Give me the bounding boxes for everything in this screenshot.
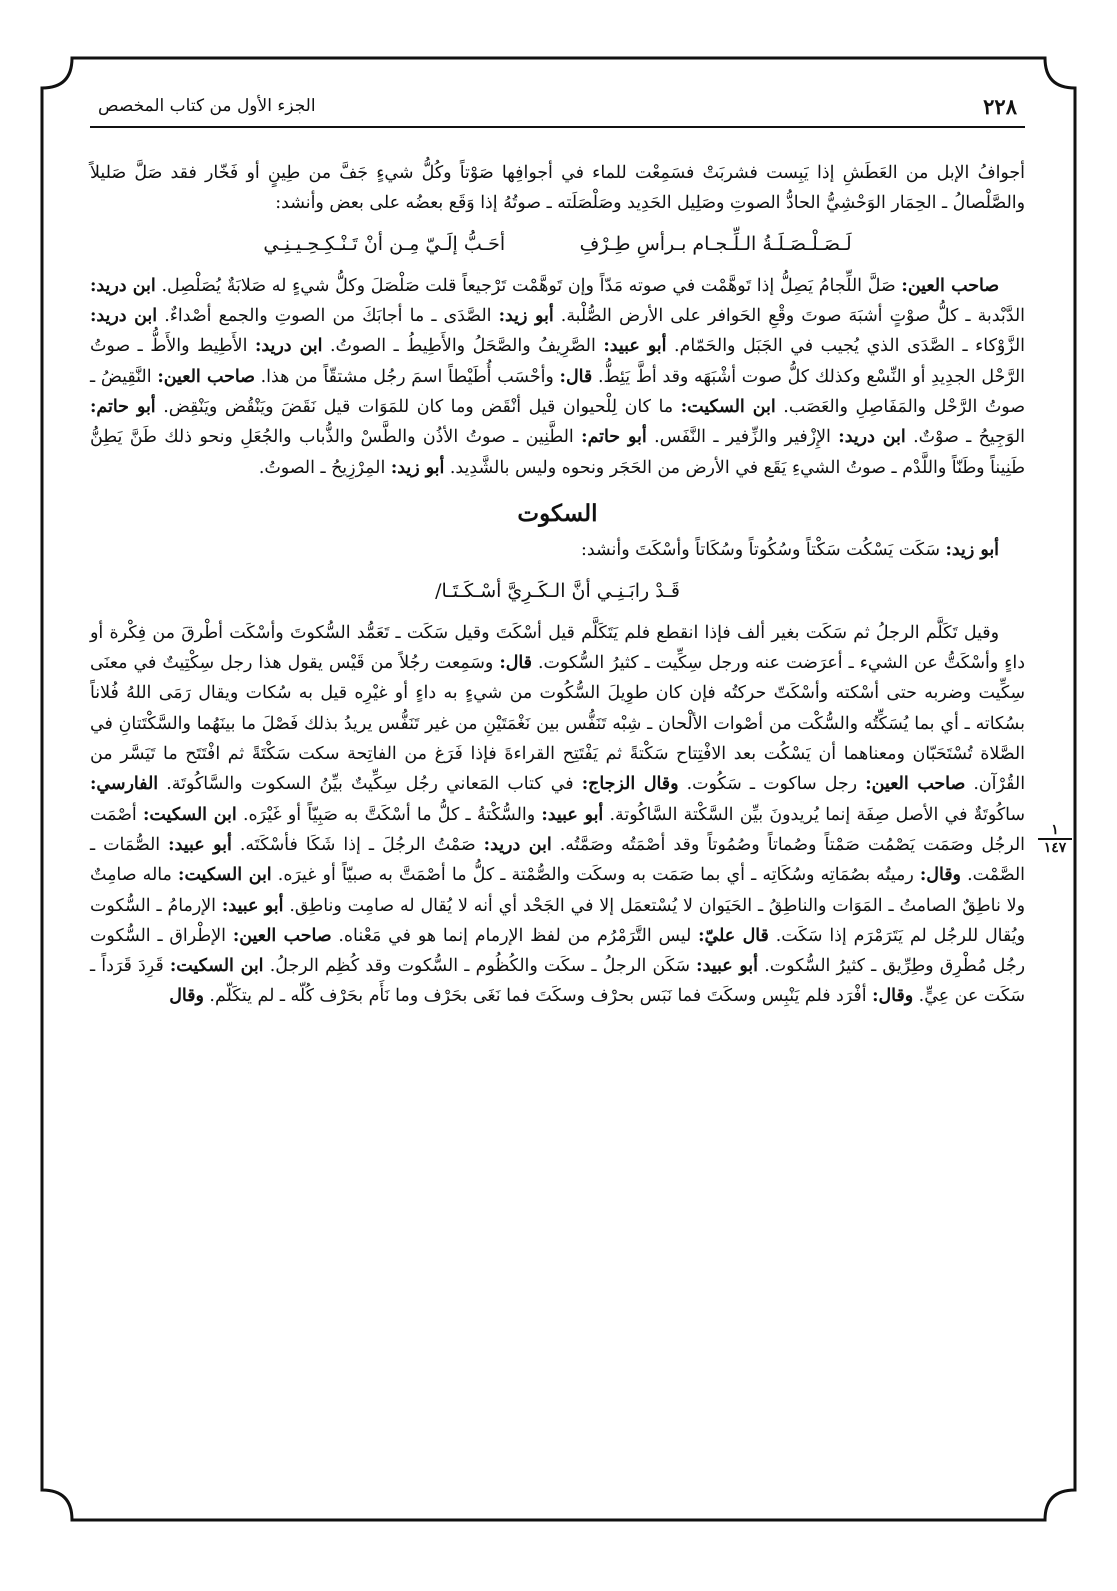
passage-text: صَمْتُ الرجُلَ ـ إذا شَكَا فأسْكَتَه. bbox=[231, 834, 484, 855]
passage-text: الطَّنِين ـ صوتُ الأذُن والطَّسْ والذُّباب والجُعَلِ ونحو ذلك طَنَّ يَطِنُّ طَنِيناً وطَنّاً واللَّدْم ـ صوتُ الشيءِ يَقَع في الأرض من الحَجَر ونحوه وليس بالشَّدِيد. bbox=[90, 427, 1025, 478]
speaker-label: ابن السكيت: bbox=[680, 397, 776, 418]
speaker-label: أبو عبيد: bbox=[541, 804, 604, 825]
speaker-label: أبو عبيد: bbox=[221, 895, 284, 916]
running-title: الجزء الأول من كتاب المخصص bbox=[98, 96, 316, 116]
speaker-label: أبو زيد: bbox=[390, 457, 445, 478]
speaker-label: أبو حاتم: bbox=[581, 427, 647, 448]
speaker-label: وقال: bbox=[919, 865, 961, 886]
speaker-label: أبو عبيد: bbox=[603, 336, 667, 357]
paragraph-1: أجوافُ الإبل من العَطَشِ إذا يَبِست فشربَتْ فسَمِعْت للماء في أجوافِها صَوْتاً وكُلُّ شيءٍ جَفَّ من طِينٍ أو فَخّار فقد صَلَّ صَليلاً والصَّلْصالُ ـ الحِمَار الوَحْشِيُّ الحادُّ الصوتِ وصَلِيل الحَدِيد وصَلْصَلَته ـ صوتُهُ إذا وَقَع بعضُه على بعض وأنشد: bbox=[90, 163, 1025, 214]
page-header bbox=[90, 92, 1025, 128]
passage-text: الدَّبْدبة ـ كلُّ صوْتٍ أشبَهَ صوتَ وقْعِ الحَوافر على الأرض الصُّلْبة. bbox=[553, 306, 1025, 327]
verse-1-second-hemistich: أحَـبُّ إلَـيّ مِـن أنْ تَـنْـكِـحِـيـنِـي bbox=[263, 232, 506, 255]
speaker-label: صاحب العين: bbox=[865, 774, 966, 795]
speaker-label: صاحب العين: bbox=[157, 366, 255, 387]
passage-text: صَلَّ اللِّجامُ يَصِلُّ إذا تَوهَّمْت في صوته مَدّاً وإن تَوهَّمْت تَرْجيعاً قلت صَلْصَلَ وكلُّ شيءٍ له صَلابَةٌ يُصَلْصِل. bbox=[155, 275, 902, 296]
paragraph-3 bbox=[90, 535, 1025, 565]
speaker-label: أبو زيد: bbox=[498, 306, 554, 327]
speaker-label: أبو حاتم: bbox=[90, 397, 156, 418]
passage-text: الصَّرِيفُ والصَّحَلُ والأَطِيطُ ـ الصوتُ. bbox=[322, 336, 604, 357]
passage-text: الإِزْفير والزِّفير ـ النَّفَس. bbox=[646, 427, 839, 448]
speaker-label: ابن دريد: bbox=[483, 834, 552, 855]
speaker-label: أبو عبيد: bbox=[168, 834, 232, 855]
margin-ref-denominator: ١٤٧ bbox=[1043, 840, 1067, 856]
passage-text: الزَّوْكاء ـ الصَّدَى الذي يُجيب في الجَبَل والحَمّام. bbox=[666, 336, 1025, 357]
passage-text: أفْرَد فلم يَنْبِس وسكَتَ فما نَبَس بحرْف وسكَتَ فما نَغَى بحَرْف وما نَأَم بحَرْف كُلّه ـ لم يتكَلّم. bbox=[203, 986, 873, 1007]
passage-text: وأحْسَب أُطَيْطاً اسمَ رجُل مشتقّاً من هذا. bbox=[254, 366, 560, 387]
passage-text: الأَطِيط والأَطُّ ـ صوتُ الرَّحْل الجدِيدِ أو النِّسْع وكذلك كلُّ صوت أشْبَهَه وقد أطَّ يَئِطُّ. bbox=[90, 336, 1026, 387]
speaker-label: ابن السكيت: bbox=[143, 804, 237, 825]
passage-text: وسَمِعت رجُلاً من قَيْس يقول هذا رجل سِكْتِيتٌ في معنَى سِكِّيت وضربه حتى أسْكته وأسْكَتّ حركتُه فإن كان طوِيلَ السُّكُوت من شيءٍ به داءٍ أو غيْرِه قيل به سُكات ويقال رَمَى اللهُ فُلاناً بسُكاته ـ أي بما يُسَكِّتُه والسُّكْت من أصْوات الألْحان ـ شِبْه تَنَفُّس بين نَغْمَتَيْنِ من غير تَنَفُّس يريدُ بذلك فَصْلَ ما بينَهُما والسَّكْتَتانِ في الصَّلاة تُسْتَحَبّان ومعناهما أن يَسْكُت بعد الافْتِتاح سَكْتةً ثم يَفْتَتِح القراءةَ فإذا فَرَغ من الفاتِحة سكت سَكْتَةً ثم افْتَتَح ما تَيَسَّر من القُرْآن. bbox=[90, 653, 1026, 795]
speaker-label: وقال الزجاج: bbox=[581, 774, 679, 795]
speaker-label: ابن دريد: bbox=[254, 336, 323, 357]
passage-text: الصُّمَات ـ الصَّمْت. bbox=[90, 834, 1026, 886]
page-body bbox=[90, 158, 1025, 1012]
paragraph-4 bbox=[90, 618, 1025, 1012]
passage-text: أصْمَت الرجُل وصَمَت يَصْمُت صَمْتاً وصُماتاً وصُمُوتاً وقد أصْمَتُه وصَمَّتُه. bbox=[90, 804, 1025, 855]
speaker-label: قال: bbox=[499, 653, 532, 674]
speaker-label: صاحب العين: bbox=[901, 275, 1000, 296]
paragraph-2 bbox=[90, 271, 1025, 483]
speaker-label: وقال bbox=[169, 986, 204, 1007]
passage-text: رميتُه بصُمَاتِه وسُكَاتِه ـ أي بما صَمَت به وسكَت والصُّمْتة ـ كلُّ ما أصْمَتَّ به صبيّاً أو غيرَه. bbox=[271, 865, 920, 886]
speaker-label: ابن دريد: bbox=[90, 306, 158, 327]
passage-text: سَكَت يَسْكُت سَكْتاً وسُكُوتاً وسُكَاتاً وأسْكَتَ وأنشد: bbox=[581, 540, 946, 561]
speaker-label: صاحب العين: bbox=[232, 925, 332, 946]
speaker-label: أبو زيد: bbox=[945, 540, 999, 561]
passage-text: الوَجِيحُ ـ صوْتٌ. bbox=[905, 427, 1025, 448]
speaker-label: ابن السكيت: bbox=[178, 865, 272, 886]
speaker-label: أبو عبيد: bbox=[696, 956, 758, 977]
section-title: السكوت bbox=[517, 499, 598, 527]
verse-2: قَـدْ رابَـنِـي أنَّ الـكَـرِيَّ أسْـكَـتَـا/ bbox=[435, 579, 680, 602]
speaker-label: قال عليّ: bbox=[698, 925, 769, 946]
passage-text: الإطْراق ـ السُّكوت رجُل مُطْرِق وطِرِّيق ـ كثيرُ السُّكوت. bbox=[90, 925, 1025, 977]
passage-text: النَّقِيضُ ـ صوتُ الرَّحْل والمَفَاصِلِ والعَصَب. bbox=[90, 366, 1025, 418]
page-number: ٢٢٨ bbox=[983, 94, 1017, 119]
passage-text: في كتاب المَعاني رجُل سِكِّيتٌ بيِّنُ السكوت والسَّاكُوتَة. bbox=[158, 774, 582, 795]
verse-1-first-hemistich: لَـصَـلْـصَـلَـةُ الـلِّـجـام بـرأسِ طِـرْفِ bbox=[579, 232, 852, 255]
speaker-label: ابن دريد: bbox=[838, 427, 906, 448]
passage-text: ما كان لِلْحيوان قيل أنْقَض وما كان للمَوَات قيل نَقَضَ ويَنْقُض ويَنْقِض. bbox=[155, 397, 681, 418]
passage-text: وقيل تَكَلَّم الرجلُ ثم سَكَت بغير ألف فإذا انقطع فلم يَتَكَلَّم قيل أسْكَتَ وقيل سَكَت ـ تَعَمُّد السُّكوتَ وأسْكَت أطْرقَ من فِكْرة أو داءٍ وأسْكَتُّ عن الشيء ـ أعرَضت عنه ورجل سِكِّيت ـ كثيرُ السُّكوت. bbox=[90, 622, 1025, 674]
passage-text: ماله صامِتٌ ولا ناطِقٌ الصامتُ ـ المَوَات والناطِقُ ـ الحَيَوان لا يُسْتعمَل إلا في الجَحْد أي أنه لا يُقال له صامِت وناطِق. bbox=[90, 865, 1025, 916]
speaker-label: وقال: bbox=[872, 986, 914, 1007]
passage-text: المِرْزِيحُ ـ الصوتُ. bbox=[258, 457, 391, 478]
passage-text: سَكَن الرجلُ ـ سكَت والكُظُوم ـ السُّكوت وقد كُظِم الرجلُ. bbox=[263, 956, 697, 977]
passage-text: والسُّكْتةُ ـ كلُّ ما أسْكَتَّ به صَبِيّاً أو غَيْرَه. bbox=[236, 804, 542, 825]
speaker-label: ابن دريد: bbox=[90, 275, 156, 296]
passage-text: قَرِدَ قَرَداً ـ سَكَت عن عِيٍّ. bbox=[90, 956, 1025, 1007]
passage-text: الإرمامُ ـ السُّكوت ويُقال للرجُل لم يَتَرَمْرَم إذا سَكَت. bbox=[90, 895, 1026, 946]
passage-text: ساكُوتَةٌ في الأصل صِفَة إنما يُريدونَ بيِّن السَّكْتة السَّاكُوتة. bbox=[603, 804, 1025, 825]
speaker-label: قال: bbox=[559, 366, 593, 387]
passage-text: رجل ساكوت ـ سَكُوت. bbox=[678, 774, 866, 795]
speaker-label: الفارسي: bbox=[90, 774, 159, 795]
margin-reference bbox=[1038, 822, 1072, 856]
verse-1 bbox=[90, 229, 1025, 259]
speaker-label: ابن السكيت: bbox=[169, 956, 264, 977]
passage-text: الصَّدَى ـ ما أجابَكَ من الصوتِ والجمع أصْداءٌ. bbox=[157, 306, 499, 327]
passage-text: ليس التَّرَمْرُم من لفظ الإرمام إنما هو في مَعْناه. bbox=[331, 925, 699, 946]
margin-ref-numerator: ١ bbox=[1038, 822, 1072, 840]
